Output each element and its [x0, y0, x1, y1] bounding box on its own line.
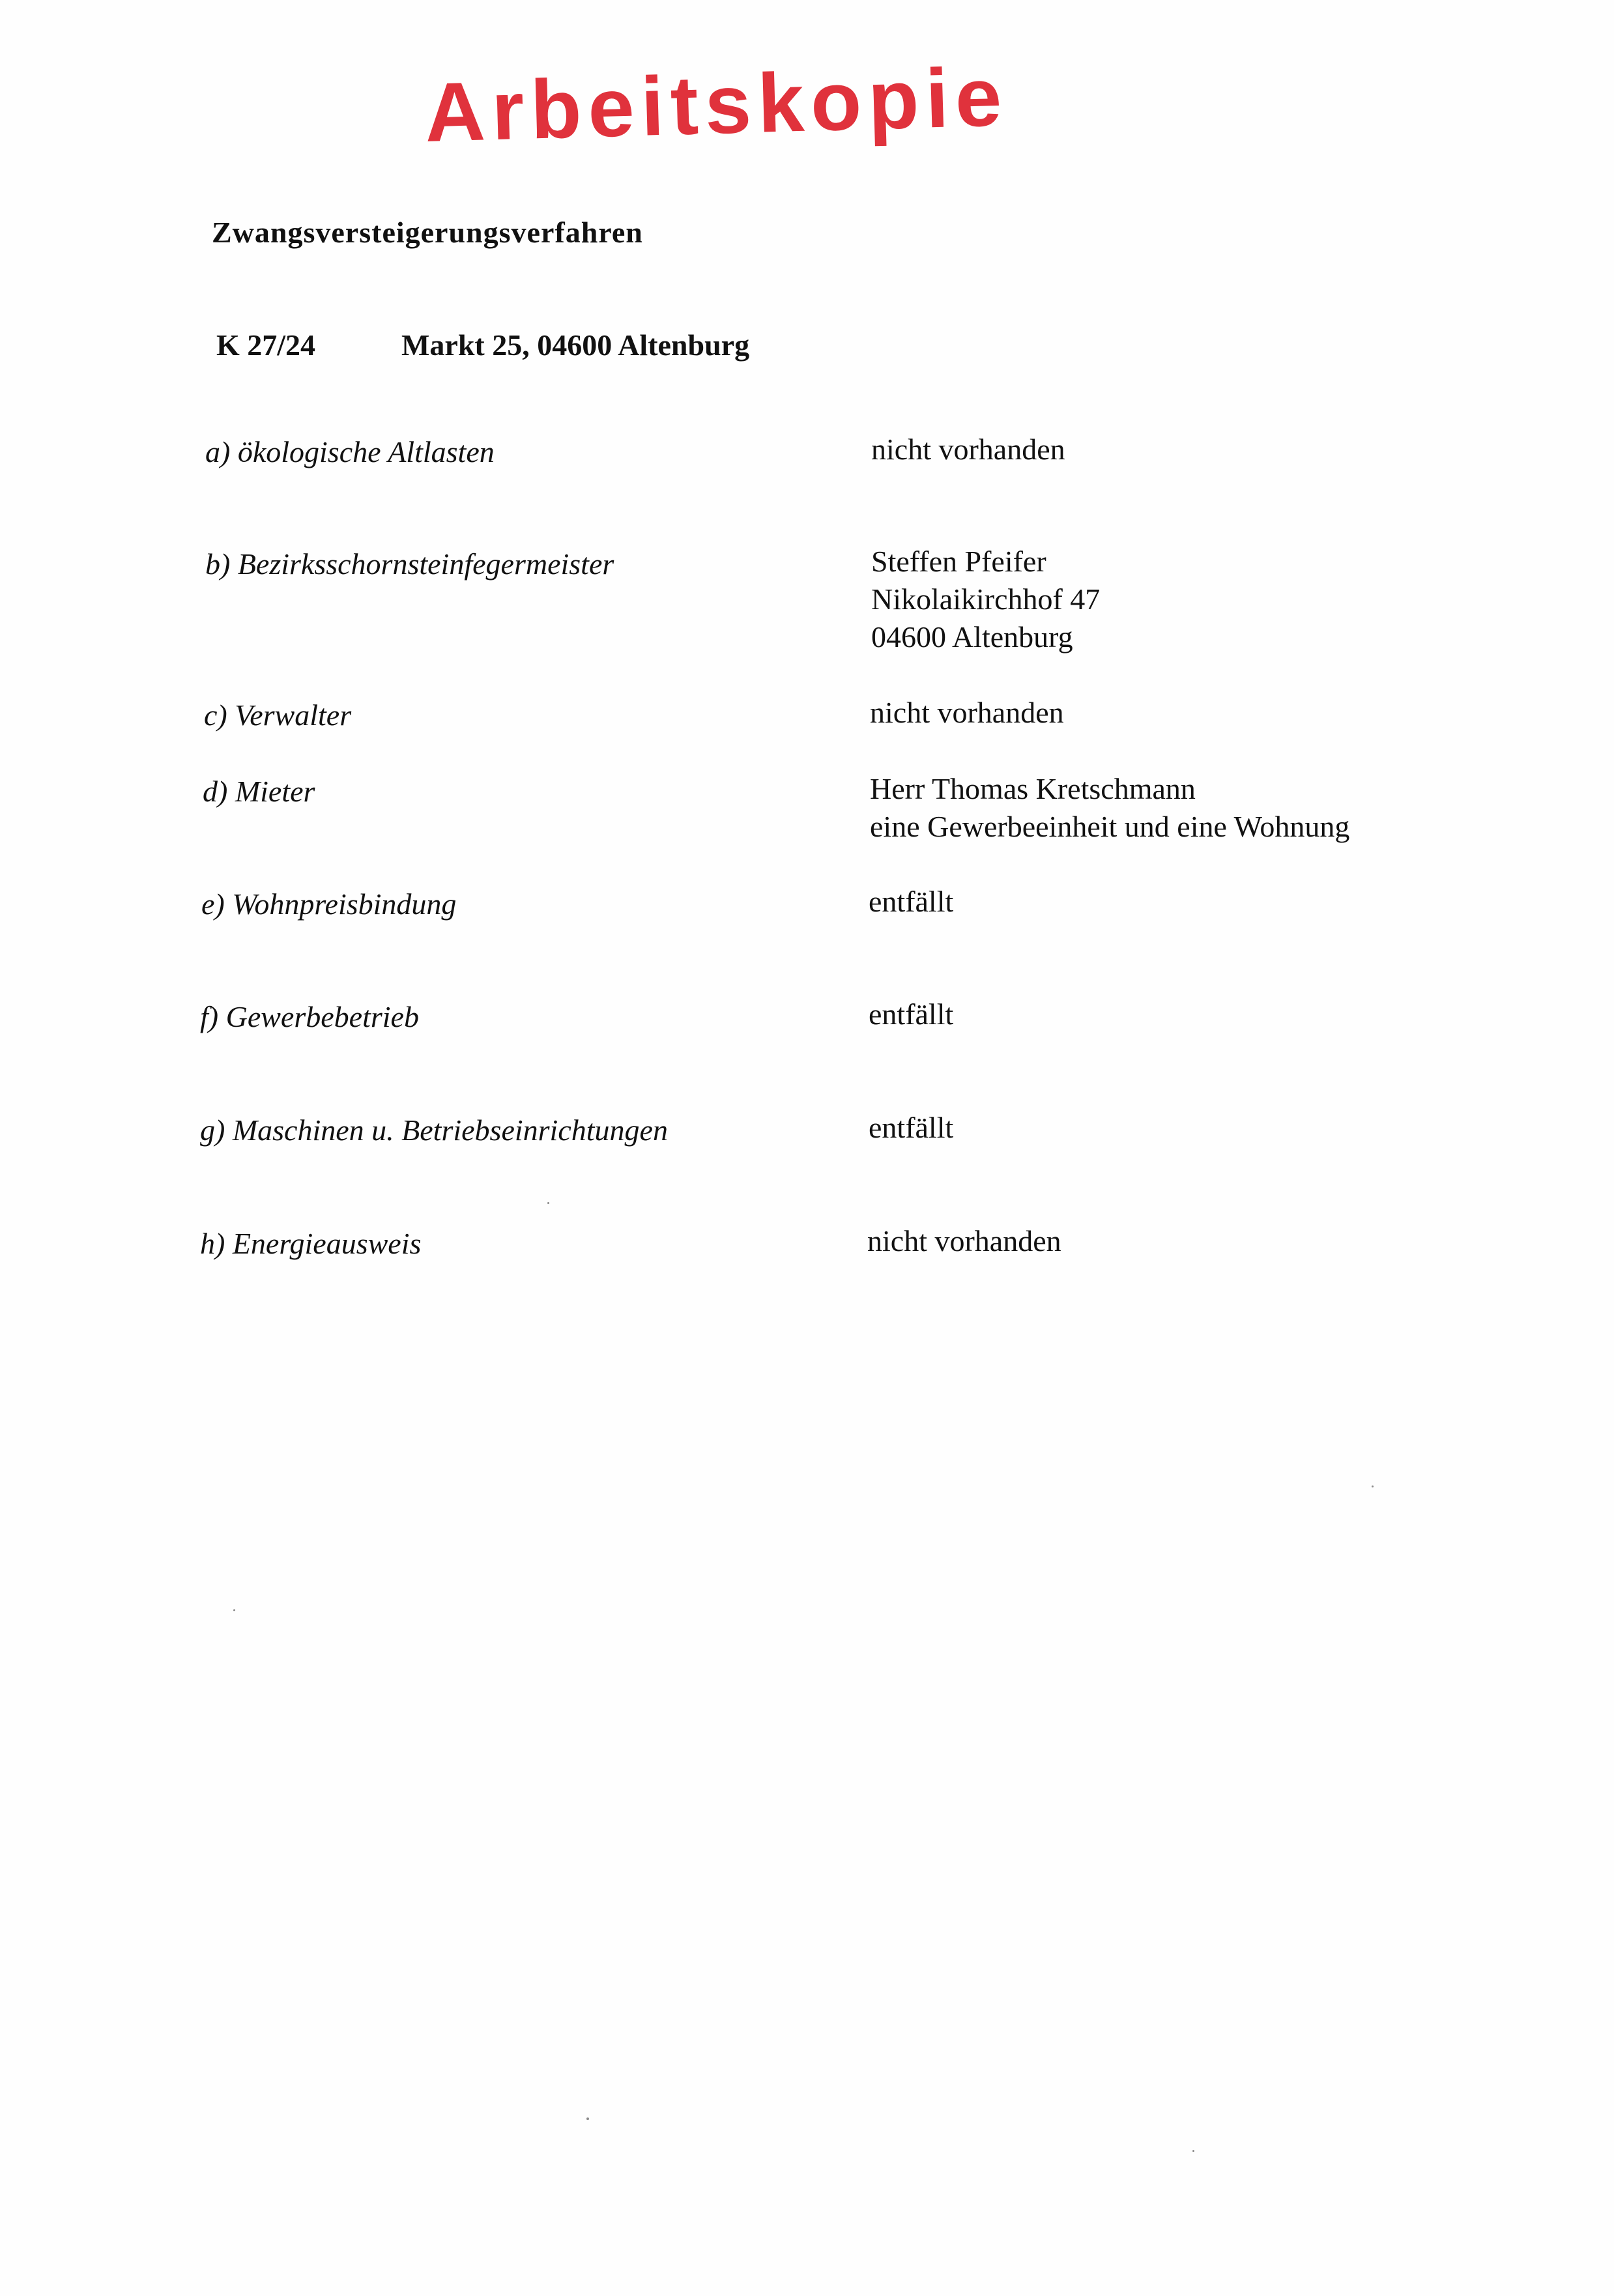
item-value-energy-certificate — [867, 1222, 1061, 1260]
item-label-business: f) Gewerbebetrieb — [200, 1000, 419, 1033]
item-label-environmental-contamination: a) ökologische Altlasten — [205, 435, 495, 468]
item-value-business — [869, 996, 953, 1033]
item-label-chimney-sweep: b) Bezirksschornsteinfegermeister — [205, 547, 614, 581]
item-value-rent-control — [869, 883, 953, 921]
item-label-administrator: c) Verwalter — [204, 698, 352, 732]
value-line: 04600 Altenburg — [871, 620, 1073, 653]
item-label-energy-certificate: h) Energieausweis — [200, 1227, 422, 1260]
item-value-administrator — [870, 694, 1064, 732]
value-line: Steffen Pfeifer — [871, 545, 1046, 578]
value-line: nicht vorhanden — [867, 1224, 1061, 1257]
item-label-machinery: g) Maschinen u. Betriebseinrichtungen — [200, 1113, 668, 1147]
value-line: entfällt — [869, 885, 954, 918]
item-value-machinery — [869, 1109, 953, 1147]
value-line: eine Gewerbeeinheit und eine Wohnung — [870, 810, 1350, 843]
item-label-tenant: d) Mieter — [203, 775, 315, 808]
scan-speck — [547, 1202, 549, 1204]
scan-speck — [233, 1609, 235, 1611]
item-label-rent-control: e) Wohnpreisbindung — [201, 887, 457, 921]
value-line: Nikolaikirchhof 47 — [871, 582, 1101, 616]
value-line: nicht vorhanden — [870, 696, 1064, 729]
scan-speck — [586, 2117, 589, 2120]
case-number: K 27/24 — [216, 328, 316, 362]
case-address: Markt 25, 04600 Altenburg — [401, 328, 750, 362]
item-value-environmental-contamination — [871, 431, 1065, 468]
document-heading: Zwangsversteigerungsverfahren — [212, 216, 643, 249]
item-value-tenant — [870, 770, 1349, 846]
value-line: nicht vorhanden — [871, 433, 1065, 466]
scan-speck — [1192, 2150, 1194, 2152]
value-line: entfällt — [869, 997, 954, 1031]
item-value-chimney-sweep — [871, 543, 1100, 656]
working-copy-stamp: Arbeitskopie — [423, 50, 1009, 160]
value-line: entfällt — [869, 1111, 954, 1144]
scan-speck — [1372, 1485, 1374, 1487]
value-line: Herr Thomas Kretschmann — [870, 772, 1196, 805]
